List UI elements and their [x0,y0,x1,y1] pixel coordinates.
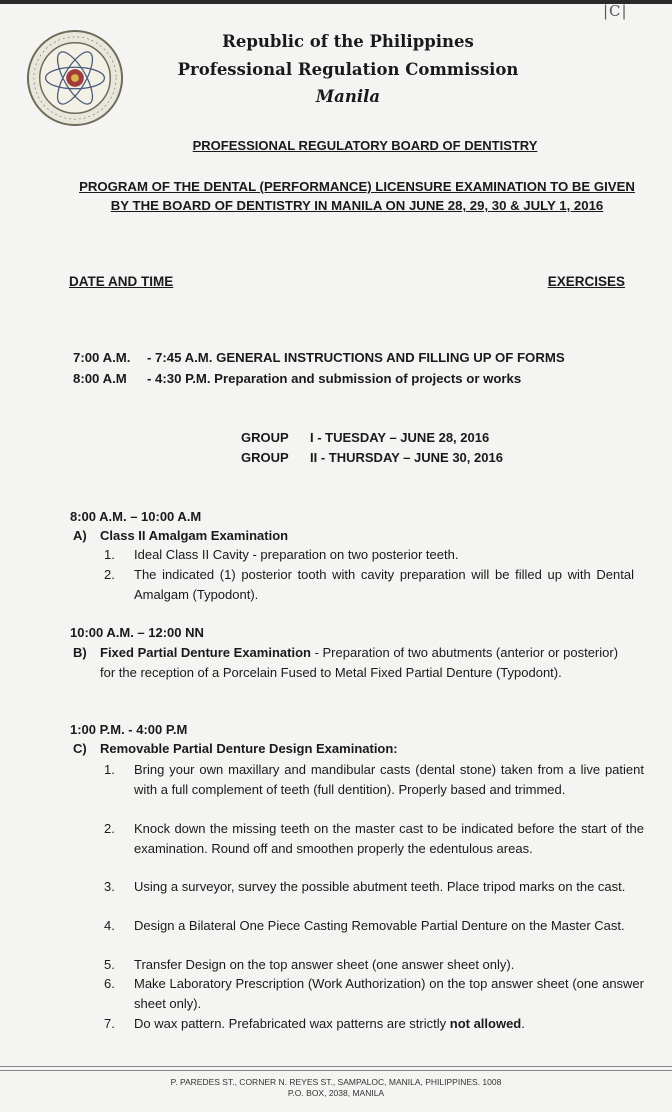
item-text: Bring your own maxillary and mandibular casts (dental stone) taken from a live patient with a full complement of teeth (full dentition). Properly based and trimmed. [134,762,644,797]
item-text: Transfer Design on the top answer sheet (one answer sheet only). [134,957,515,972]
schedule-row [73,350,565,365]
board-title: PROFESSIONAL REGULATORY BOARD OF DENTISTRY [192,138,538,153]
group-label: GROUP [241,430,289,445]
session-letter: B) [73,645,87,660]
list-item [104,545,634,565]
session-c-time: 1:00 P.M. - 4:00 P.M [70,722,188,737]
footer-divider [0,1070,672,1071]
session-letter: C) [73,741,87,756]
session-title: Class II Amalgam Examination [100,528,289,543]
schedule-time: 8:00 A.M [73,371,127,386]
footer-address [0,1077,672,1099]
list-item [104,877,644,897]
session-c-title [73,741,398,756]
item-text: Using a surveyor, survey the possible abutment teeth. Place tripod marks on the cast. [134,879,626,894]
session-description: - Preparation of two abutments (anterior or posterior) for the reception of a Porcelain Fused to Metal Fixed Partial Denture (Typodont). [100,645,619,680]
item-text [134,1014,644,1034]
footer-divider [0,1066,672,1067]
item-number: 1. [104,547,115,562]
group-label: GROUP [241,450,289,465]
schedule-row [73,371,521,386]
item-number: 3. [104,879,115,894]
group-row [241,430,489,445]
item-text: Ideal Class II Cavity - preparation on two posterior teeth. [134,547,459,562]
program-title: PROGRAM OF THE DENTAL (PERFORMANCE) LICENSURE EXAMINATION TO BE GIVEN BY THE BOARD OF DENTISTRY IN MANILA ON JUNE 28, 29, 30 & JULY 1, 2016 [79,179,635,213]
header-commission: Professional Regulation Commission [177,60,519,79]
item-number: 1. [104,762,115,777]
item-text-post: . [521,1016,525,1031]
session-b-block [73,643,633,682]
session-title: Fixed Partial Denture Examination [100,645,311,660]
column-date-time: DATE AND TIME [69,274,174,289]
header-city: Manila [315,87,381,106]
item-text-pre: Do wax pattern. Prefabricated wax patterns are strictly [134,1016,450,1031]
item-text: Design a Bilateral One Piece Casting Removable Partial Denture on the Master Cast. [134,918,625,933]
list-item [104,916,644,936]
item-number: 6. [104,976,115,991]
schedule-text: - 4:30 P.M. Preparation and submission of projects or works [147,371,522,386]
list-item [104,1014,644,1034]
item-number: 5. [104,957,115,972]
item-number: 7. [104,1016,115,1031]
schedule-text: - 7:45 A.M. GENERAL INSTRUCTIONS AND FILLING UP OF FORMS [147,350,565,365]
header-republic: Republic of the Philippines [222,32,474,51]
session-letter: A) [73,528,87,543]
handwritten-annotation: |C| [603,2,628,20]
list-item [104,760,644,799]
schedule-time: 7:00 A.M. [73,350,131,365]
list-item [104,955,644,975]
group-row [241,450,503,465]
group-detail: I - TUESDAY – JUNE 28, 2016 [310,430,490,445]
item-text: Make Laboratory Prescription (Work Authorization) on the top answer sheet (one answer sheet only). [134,976,644,1011]
list-item [104,819,644,858]
item-number: 2. [104,821,115,836]
item-text: The indicated (1) posterior tooth with cavity preparation will be filled up with Dental Amalgam (Typodont). [134,567,634,602]
column-exercises: EXERCISES [547,274,625,289]
footer-line: P.O. BOX, 2038, MANILA [287,1088,385,1098]
item-number: 2. [104,567,115,582]
session-a-title [73,528,288,543]
item-number: 4. [104,918,115,933]
item-text-emphasis: not allowed [449,1016,522,1031]
session-title: Removable Partial Denture Design Examination: [100,741,398,756]
top-border [0,0,672,4]
footer-line: P. PAREDES ST., CORNER N. REYES ST., SAMPALOC, MANILA, PHILIPPINES. 1008 [170,1077,502,1087]
list-item [104,565,634,604]
session-a-time: 8:00 A.M. – 10:00 A.M [70,509,202,524]
group-detail: II - THURSDAY – JUNE 30, 2016 [310,450,503,465]
item-text: Knock down the missing teeth on the master cast to be indicated before the start of the examination. Round off and smoothen properly the edentulous areas. [134,821,644,856]
session-b-time: 10:00 A.M. – 12:00 NN [70,625,204,640]
list-item [104,974,644,1013]
